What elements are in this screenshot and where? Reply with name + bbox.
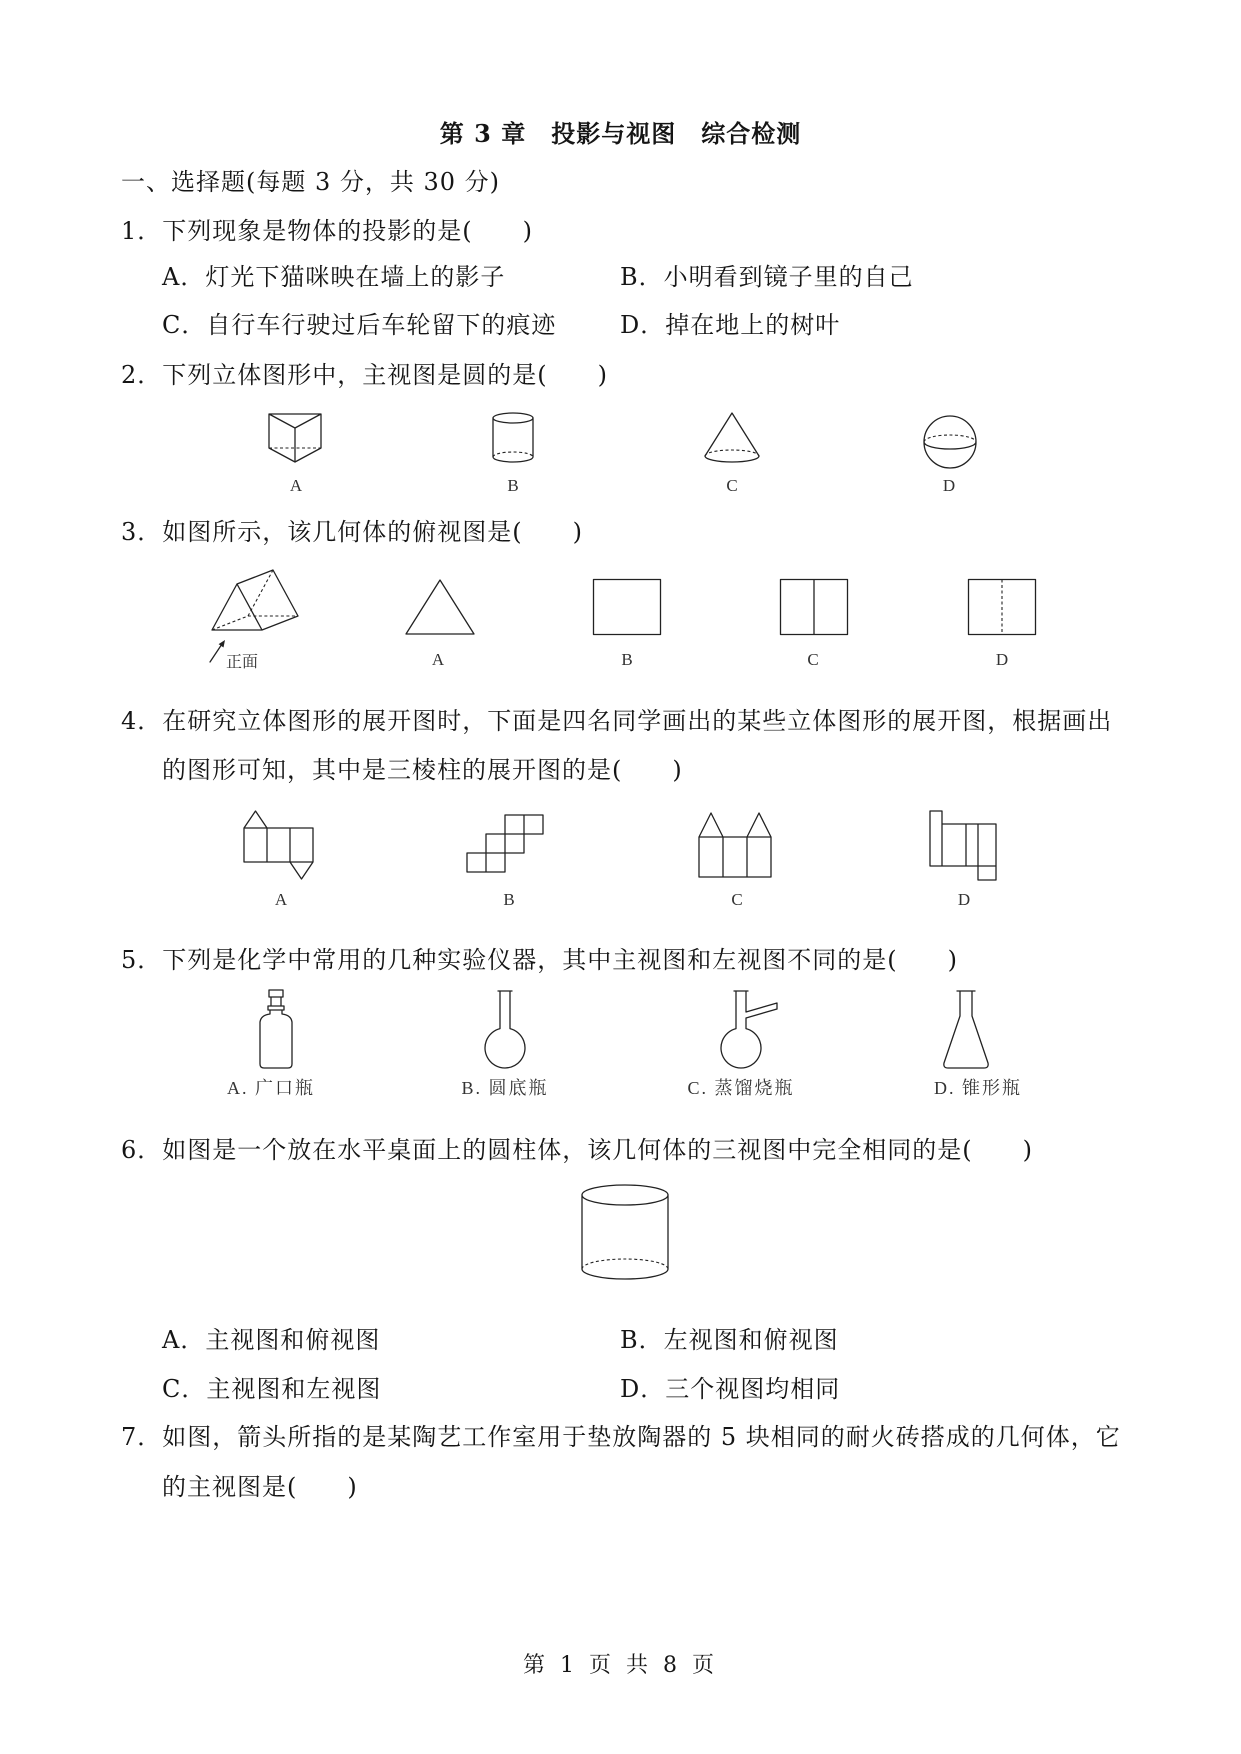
net-d-figure bbox=[929, 810, 999, 882]
question-5-label-b: B. 圆底瓶 bbox=[461, 1078, 549, 1098]
question-1-stem: 1．下列现象是物体的投影的是( ) bbox=[121, 217, 533, 245]
section-heading: 一、选择题(每题 3 分，共 30 分) bbox=[121, 168, 501, 196]
question-3-label-a: A bbox=[431, 650, 445, 669]
option-triangle-figure bbox=[404, 578, 476, 638]
question-7-stem-line-1: 7．如图，箭头所指的是某陶艺工作室用于垫放陶器的 5 块相同的耐火砖搭成的几何体，它 bbox=[121, 1423, 1121, 1451]
hidden-edges bbox=[493, 452, 533, 457]
front-view-label: 正面 bbox=[226, 652, 259, 671]
hidden-edges bbox=[705, 450, 759, 456]
visible-edges bbox=[924, 416, 976, 468]
net-a-figure bbox=[243, 810, 315, 882]
question-3-label-c: C bbox=[807, 650, 819, 669]
option-rectangle-solid-line-figure bbox=[779, 578, 849, 636]
front-arrow-shaft bbox=[210, 644, 222, 662]
triangular-prism-figure bbox=[266, 410, 324, 466]
page-title: 第 3 章 投影与视图 综合检测 bbox=[439, 119, 802, 148]
outline bbox=[699, 813, 771, 877]
question-6-option-c: C．主视图和左视图 bbox=[162, 1375, 382, 1403]
question-5-label-c: C. 蒸馏烧瓶 bbox=[687, 1078, 795, 1098]
cylinder-figure bbox=[490, 411, 536, 465]
option-rectangle-dashed-line-figure bbox=[967, 578, 1037, 636]
outline bbox=[260, 990, 292, 1068]
question-4-stem-line-2: 的图形可知，其中是三棱柱的展开图的是( ) bbox=[162, 756, 683, 784]
question-1-option-c: C．自行车行驶过后车轮留下的痕迹 bbox=[162, 311, 557, 339]
question-1-option-b: B．小明看到镜子里的自己 bbox=[620, 263, 914, 291]
outline bbox=[485, 991, 525, 1068]
question-2-stem: 2．下列立体图形中，主视图是圆的是( ) bbox=[121, 361, 608, 389]
question-6-option-d: D．三个视图均相同 bbox=[620, 1375, 841, 1403]
outline bbox=[944, 991, 988, 1068]
hidden-edges bbox=[582, 1259, 668, 1269]
net-c-figure bbox=[698, 811, 774, 879]
wide-mouth-bottle-figure bbox=[257, 988, 297, 1072]
page-number: 第 1 页 共 8 页 bbox=[523, 1653, 718, 1678]
hidden-edges bbox=[924, 435, 976, 442]
question-3-label-d: D bbox=[995, 650, 1009, 669]
question-1-option-a: A．灯光下猫咪映在墙上的影子 bbox=[162, 263, 506, 291]
outline bbox=[467, 815, 543, 872]
outline bbox=[721, 991, 777, 1068]
question-4-label-b: B bbox=[503, 890, 515, 909]
visible-edges bbox=[582, 1185, 668, 1279]
question-4-label-a: A bbox=[274, 890, 288, 909]
visible-edges bbox=[705, 413, 759, 462]
front-arrow-head bbox=[219, 640, 225, 648]
visible-edges bbox=[269, 414, 321, 462]
visible-edges bbox=[212, 570, 298, 630]
visible-edges bbox=[493, 413, 533, 462]
question-3-stem: 3．如图所示，该几何体的俯视图是( ) bbox=[121, 518, 583, 546]
question-4-label-c: C bbox=[731, 890, 743, 909]
question-6-option-a: A．主视图和俯视图 bbox=[162, 1326, 381, 1354]
distillation-flask-figure bbox=[719, 988, 779, 1072]
question-6-option-b: B．左视图和俯视图 bbox=[620, 1326, 839, 1354]
net-b-figure bbox=[466, 814, 546, 874]
question-1-option-d: D．掉在地上的树叶 bbox=[620, 311, 841, 339]
conical-flask-figure bbox=[941, 988, 993, 1072]
outline bbox=[406, 580, 474, 634]
upright-cylinder-figure bbox=[579, 1183, 671, 1283]
outline bbox=[930, 811, 996, 880]
outline bbox=[781, 580, 848, 635]
question-6-stem: 6．如图是一个放在水平桌面上的圆柱体，该几何体的三视图中完全相同的是( ) bbox=[121, 1136, 1033, 1164]
question-4-label-d: D bbox=[957, 890, 971, 909]
question-5-stem: 5．下列是化学中常用的几种实验仪器，其中主视图和左视图不同的是( ) bbox=[121, 946, 958, 974]
question-7-stem-line-2: 的主视图是( ) bbox=[162, 1473, 358, 1501]
outline bbox=[594, 580, 661, 635]
outline bbox=[244, 811, 313, 879]
round-bottom-flask-figure bbox=[483, 988, 527, 1072]
question-2-label-d: D bbox=[942, 476, 956, 495]
question-5-label-d: D. 锥形瓶 bbox=[934, 1078, 1022, 1098]
question-2-label-b: B bbox=[507, 476, 519, 495]
question-2-label-c: C bbox=[726, 476, 738, 495]
sphere-figure bbox=[922, 414, 978, 470]
question-4-stem-line-1: 4．在研究立体图形的展开图时，下面是四名同学画出的某些立体图形的展开图，根据画出 bbox=[121, 707, 1113, 735]
option-rectangle-figure bbox=[592, 578, 662, 636]
cone-figure bbox=[702, 410, 762, 466]
question-2-label-a: A bbox=[289, 476, 303, 495]
question-5-label-a: A. 广口瓶 bbox=[227, 1078, 315, 1098]
question-3-label-b: B bbox=[621, 650, 633, 669]
